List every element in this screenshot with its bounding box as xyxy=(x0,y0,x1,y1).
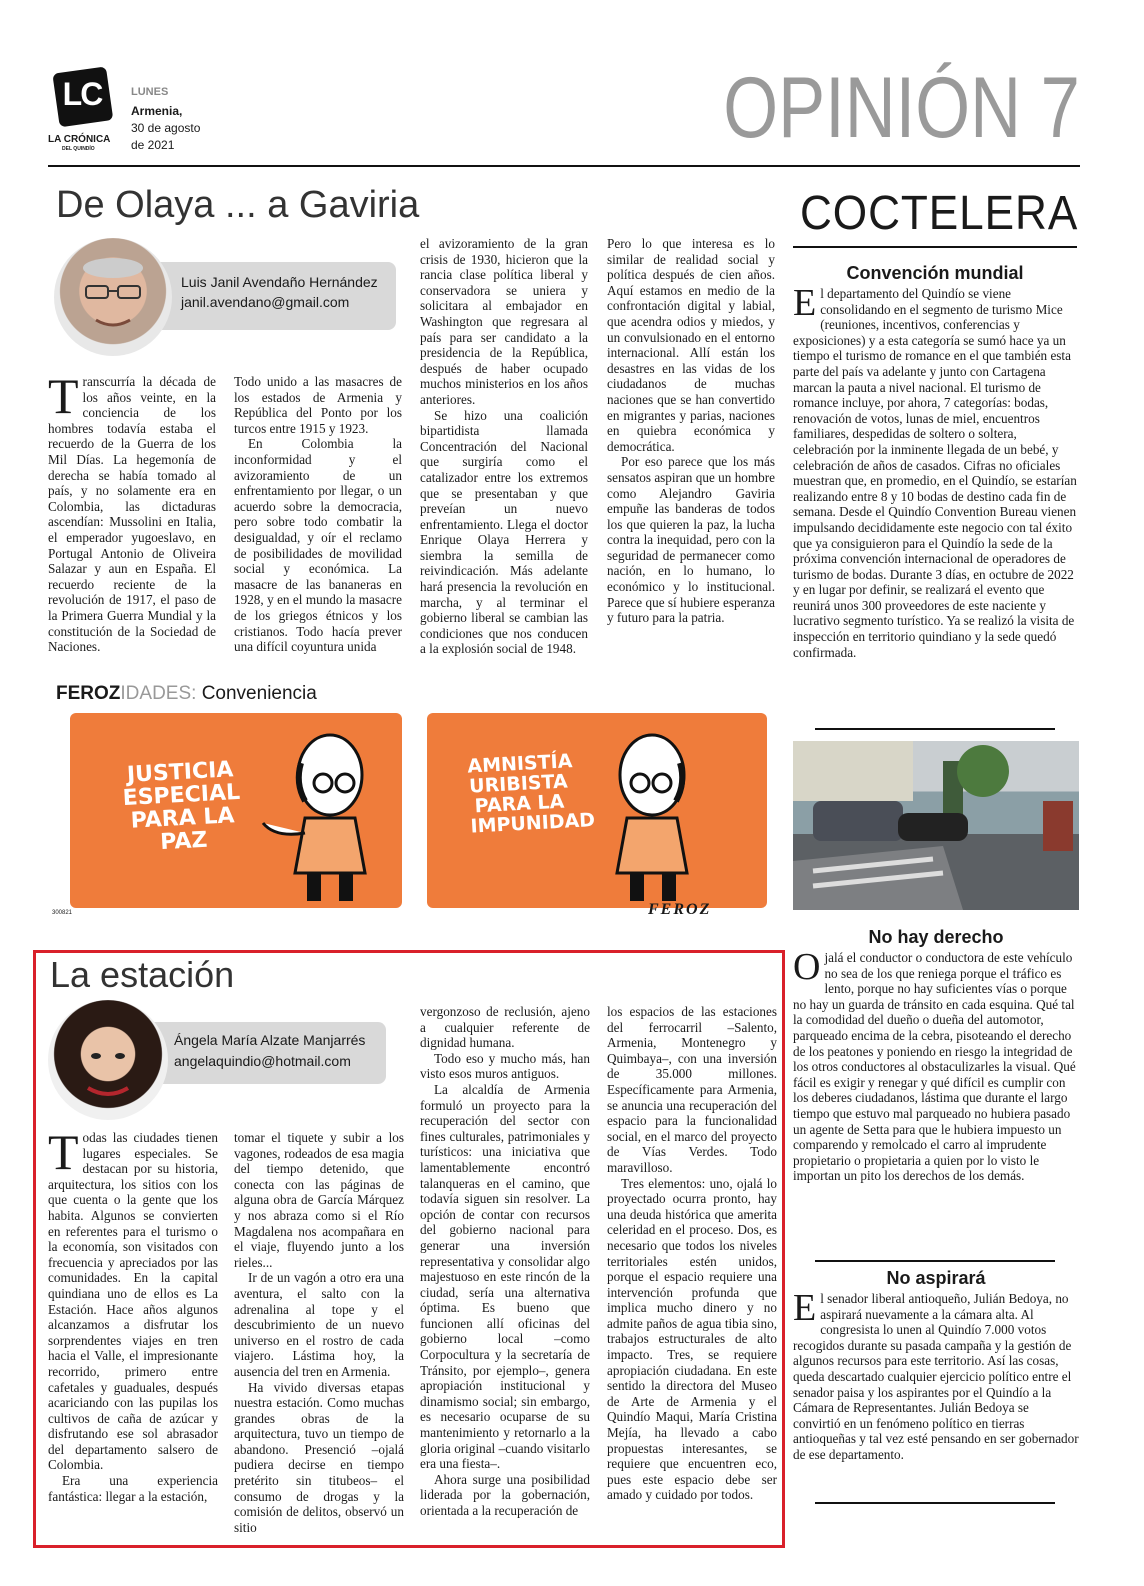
cartoon-panel-1 xyxy=(70,713,402,908)
street-photo-icon xyxy=(793,741,1079,910)
sidebar-item1-dropcap: E xyxy=(793,282,817,324)
sidebar-item1-text: l departamento del Quindío se viene consolidando en el segmento de turismo Mice (reuniones, incentivos, conferencias y exposiciones) y a esta categoría se sumó hace ya un tiempo el turismo de romance en el que también esta parte del país va adelante y junto con Cartagena marcan la pauta a nivel nacional. El turismo de romance incluye, por ahora, 7 categorías: bodas, renovación de votos, lunas de miel, encuentros familiares, despedidas de soltero o soltera, celebración por la inminente llegada de un bebé, y celebración de años de casados. Cifras no oficiales muestran que, en promedio, en el Quindío, se estarían realizando entre 8 y 10 bodas de destino cada fin de semana. Desde el Quindío Convention Bureau vienen impulsando decididamente este negocio con tal éxito que ya consiguieron para el Quindío la sede de la próxima convención internacional de operadores de turismo de bodas. Durante 3 días, en octubre de 2022 y en lugar por definir, se realizará el evento que reunirá unos 300 proveedores de este naciente y lucrativo segmento turístico. Ya se realizó la visita de inspección en territorio quindiano y la sede quedó confirmada. xyxy=(793,286,1077,660)
article2-col4-p1: los espacios de las estaciones del ferrocarril –Salento, Armenia, Montenegro y Quimbaya–, con una inversión de 35.000 millones. Específicamente para Armenia, se anuncia una recuperación del espacio para la funcionalidad social, en el marco del proyecto de Vías Verdes. Todo maravilloso. xyxy=(607,1004,777,1175)
logo xyxy=(50,66,114,130)
article1-column-3 xyxy=(420,236,588,657)
article2-dropcap: T xyxy=(48,1124,79,1180)
article2-col1-p2: Era una experiencia fantástica: llegar a la estación, xyxy=(48,1473,218,1504)
article1-author-name: Luis Janil Avendaño Hernández xyxy=(181,274,378,290)
cartoon-code: 300821 xyxy=(52,910,73,916)
article1-dropcap: T xyxy=(48,368,79,424)
sidebar-photo xyxy=(793,741,1079,910)
article1-column-2 xyxy=(234,374,402,655)
author-portrait-icon xyxy=(54,238,172,356)
cartoon-header-bold: FEROZ xyxy=(56,683,121,704)
article2-col2-p2: Ir de un vagón a otro era una aventura, el salto con la adrenalina al tope y el descubrimiento de un nuevo universo en el rostro de cada viajero. Lástima hoy, la ausencia del tren en Armenia. xyxy=(234,1270,404,1379)
sidebar-rule-2 xyxy=(815,1260,1055,1262)
cartoon-character-2-icon xyxy=(592,723,732,908)
article2-col3-p4: Ahora surge una posibilidad liderada por la gobernación, orientada a la recuperación de xyxy=(420,1471,590,1518)
article2-author-avatar xyxy=(48,1000,168,1120)
sidebar-item2-body xyxy=(793,946,1079,1184)
masthead-rule xyxy=(48,165,1080,167)
cartoon-header-light: IDADES: xyxy=(120,683,197,704)
article1-author-email: janil.avendano@gmail.com xyxy=(181,294,350,310)
cartoon-panel-2 xyxy=(427,713,767,908)
article1-col3-p1: el avizoramiento de la gran crisis de 1930, hicieron que la rancia clase política liberal y conservadora se uniera y solicitara al embajador en Washington que regresara al país para ser candidato a la presidencia de la República, después de haber ocupado muchos ministerios en los años anteriores. xyxy=(420,236,588,407)
article1-col4-p1: Pero lo que interesa es lo similar de realidad social y política después de cien años. Aquí estamos en medio de la confrontación digital y labial, que acendra odios y miedos, y un convulsionado en el entorno internacional. Allí están los desastres en las vidas de los ciudadanos de muchas naciones que se han convertido en migrantes y parias, naciones en quiebra económica y democrática. xyxy=(607,236,775,454)
article2-col2-p3: Ha vivido diversas etapas nuestra estación. Como muchas grandes obras de la arquitectura, tuvo un tiempo de abandono. Presenció –ojalá pudiera decirse en tiempo pretérito sin titubeos– el consumo de drogas y la comisión de delitos, observó un sitio xyxy=(234,1379,404,1535)
article1-col2-p2: En Colombia la inconformidad y el avizoramiento de un enfrentamiento por llegar, o un acuerdo sobre la democracia, pero sobre todo combatir la desigualdad, y oír el reclamo de posibilidades de movilidad social y económica. La masacre de las bananeras en 1928, y en el mundo la masacre de los griegos étnicos y los cristianos. Todo hacía prever una difícil coyuntura unida xyxy=(234,436,402,655)
article2-column-4 xyxy=(607,1004,777,1503)
cartoon-panel-2-text: AMNISTÍA URIBISTA PARA LA IMPUNIDAD xyxy=(466,750,596,838)
article1-column-1 xyxy=(48,368,216,655)
masthead-day: LUNES xyxy=(131,86,169,98)
cartoon-character-1-icon xyxy=(255,723,395,908)
sidebar-item2-text: jalá el conductor o conductora de este vehículo no sea de los que reniega porque el tráfico es lento, porque no hay suficientes vías o porque no hay un guarda de tránsito en cada esquina. Qué tal la comodidad del dueño o dueña del automotor, parqueado encima de la cebra, pisoteando el derecho de los peatones y poniendo en riesgo la integridad de los otros conductores al obstaculizarles la visual. Qué fácil es exigir y renegar y qué difícil es cumplir con los deberes ciudadanos, lástima que durante el largo tiempo que estuvo mal parqueado no hubiera pasado un agente de Setta para que le hubiera impuesto un comparendo y remolcado el carro al imprudente propietario o propietaria a quien por lo visto le importan un pito los derechos de los demás. xyxy=(793,950,1076,1184)
author-portrait-2-icon xyxy=(48,1000,168,1120)
sidebar-title-rule xyxy=(793,246,1077,248)
cartoon-signature: FEROZ xyxy=(648,901,712,918)
cartoon-panel-1-text: JUSTICIA ESPECIAL PARA LA PAZ xyxy=(122,757,241,856)
article1-column-4 xyxy=(607,236,775,626)
sidebar-title: COCTELERA xyxy=(800,187,1079,240)
article1-col3-p2: Se hizo una coalición bipartidista llamada Concentración del Nacional que surgiría como el catalizador entre los extremos que se presentaban y que preveían un nuevo enfrentamiento. Llega el doctor Enrique Olaya Herrera y siembra la semilla de reivindicación. Más adelante hará presencia la revolución en marcha, y al terminar el gobierno liberal se cambian las condiciones que nos conducen a la explosión social de 1948. xyxy=(420,407,588,657)
sidebar-rule-3 xyxy=(815,1502,1055,1504)
article2-column-1 xyxy=(48,1124,218,1504)
article2-col3-p1: vergonzoso de reclusión, ajeno a cualquier referente de dignidad humana. xyxy=(420,1004,590,1051)
article2-column-2 xyxy=(234,1130,404,1535)
logo-subtitle: LA CRÓNICA xyxy=(48,134,111,145)
masthead-date-1: 30 de agosto xyxy=(131,121,201,135)
article1-col1-text: ranscurría la década de los años veinte, en la conciencia de los hombres todavía estaba el recuerdo de la Guerra de los Mil Días. La hegemonía de derecha se había tomado al país, y no solamente era en Colombia, las dictaduras ascendían: Mussolini en Italia, el emperador yugoeslavo, en Portugal Antonio de Oliveira Salazar y aun en España. El recuerdo reciente de la revolución de 1917, el paso de la Primera Guerra Mundial y la constitución de la Sociedad de Naciones. xyxy=(48,374,216,655)
article2-column-3 xyxy=(420,1004,590,1519)
masthead-date-2: de 2021 xyxy=(131,138,175,152)
sidebar-item1-head: Convención mundial xyxy=(846,263,1024,283)
article2-author-email: angelaquindio@hotmail.com xyxy=(174,1053,351,1069)
sidebar-item2-dropcap: O xyxy=(793,946,821,988)
masthead-city: Armenia, xyxy=(131,104,183,118)
article2-col4-p2: Tres elementos: uno, ojalá lo proyectado ocurra pronto, hay una deuda histórica que amerita celeridad en el proceso. Dos, es necesario que todos los niveles territoriales estén unidos, porque el espacio requiere una intervención profunda que implica mucho dinero y no admite paños de agua tibia sino, trabajos estructurales de alto impacto. Tres, se requiere apropiación ciudadana. En este sentido la directora del Museo de Arte de Armenia y el Quindío Maqui, María Cristina Mejía, ha llevado a cabo propuestas interesantes, se requiere que encuentren eco, pues este espacio debe ser amado y cuidado por todos. xyxy=(607,1175,777,1503)
logo-letters: LC xyxy=(62,76,102,112)
cartoon-header-title: Conveniencia xyxy=(201,683,317,704)
article1-author-avatar xyxy=(54,238,172,356)
cartoon-header xyxy=(56,683,317,705)
sidebar-item3-body xyxy=(793,1287,1079,1463)
sidebar-item3-dropcap: E xyxy=(793,1287,817,1329)
sidebar-item3-text: l senador liberal antioqueño, Julián Bedoya, no aspirará nuevamente a la cámara alta. Al congresista lo unen al Quindío 7.000 votos recogidos durante su pasada campaña y la gestión de algunos recursos para este territorio. Así las cosas, queda descartado cualquier ejercicio político entre el senador paisa y los aspirantes por el Quindío a la Cámara de Representantes. Julián Bedoya se convirtió en un fenómeno político en tierras antioqueñas y tal vez esté pensando en ser gobernador de ese departamento. xyxy=(793,1291,1079,1462)
article2-col2-p1: tomar el tiquete y subir a los vagones, rodeados de esa magia del tiempo detenido, que conecta con las páginas de alguna obra de García Márquez y nos abraza como si el Río Magdalena nos acompañara en el viaje, fluyendo junto a los rieles... xyxy=(234,1130,404,1270)
article2-col3-p2: Todo eso y mucho más, han visto esos muros antiguos. xyxy=(420,1050,590,1082)
article2-author-name: Ángela María Alzate Manjarrés xyxy=(174,1032,366,1048)
sidebar-rule-1 xyxy=(815,728,1055,730)
sidebar-item3-head: No aspirará xyxy=(886,1268,986,1288)
logo-subtitle-2: DEL QUINDÍO xyxy=(62,146,95,152)
sidebar-item2-head: No hay derecho xyxy=(868,927,1004,947)
article2-col3-p3: La alcaldía de Armenia formuló un proyecto para la recuperación del sector con fines culturales, patrimoniales y turísticos: una iniciativa que lamentablemente encontró talanqueras en el camino, que todavía siguen sin resolver. La opción de contar con recursos del gobierno nacional para generar una inversión representativa y consolidar algo majestuoso en este rincón de la ciudad, sería una alternativa óptima. Es bueno que funcionen allí oficinas del gobierno local –como Corpocultura y la secretaría de Tránsito, por ejemplo–, genera apropiación institucional y dinamismo social; sin embargo, es necesario ocuparse de su mantenimiento y retornarlo a la gloria original –cuando visitarlo era una fiesta–. xyxy=(420,1081,590,1472)
article1-col4-p2: Por eso parece que los más sensatos aspiran que un hombre como Alejandro Gaviria empuñe las banderas de todos los que quieren la paz, la lucha contra la inequidad, pero con la seguridad de permanecer como nación, en lo humano, lo económico y lo institucional. Parece que sí hubiere esperanza y futuro para la patria. xyxy=(607,454,775,626)
article1-col2-p1: Todo unido a las masacres de los estados de Armenia y República del Ponto por los turcos entre 1915 y 1923. xyxy=(234,374,402,436)
section-title: OPINIÓN 7 xyxy=(723,60,1080,156)
article2-title: La estación xyxy=(50,954,235,995)
article2-col1-p1: odas las ciudades tienen lugares especiales. Se destacan por su historia, arquitectura, los sitios con los que cuenta o la gente que los habita. Algunos se convierten en referentes para el turismo o la economía, son visitados con frecuencia y apreciados por las comunidades. En la capital quindiana uno de ellos es La Estación. Hace años algunos alcanzamos a disfrutar los sorprendentes viajes en tren hacia el Valle, el impresionante recorrido, primero entre cafetales y guaduales, después acariciando con las pupilas los cultivos de caña de azúcar y disfrutando ese sol abrasador del departamento salsero de Colombia. xyxy=(48,1130,218,1473)
sidebar-item1-body xyxy=(793,282,1077,660)
article1-title: De Olaya ... a Gaviria xyxy=(56,184,420,226)
